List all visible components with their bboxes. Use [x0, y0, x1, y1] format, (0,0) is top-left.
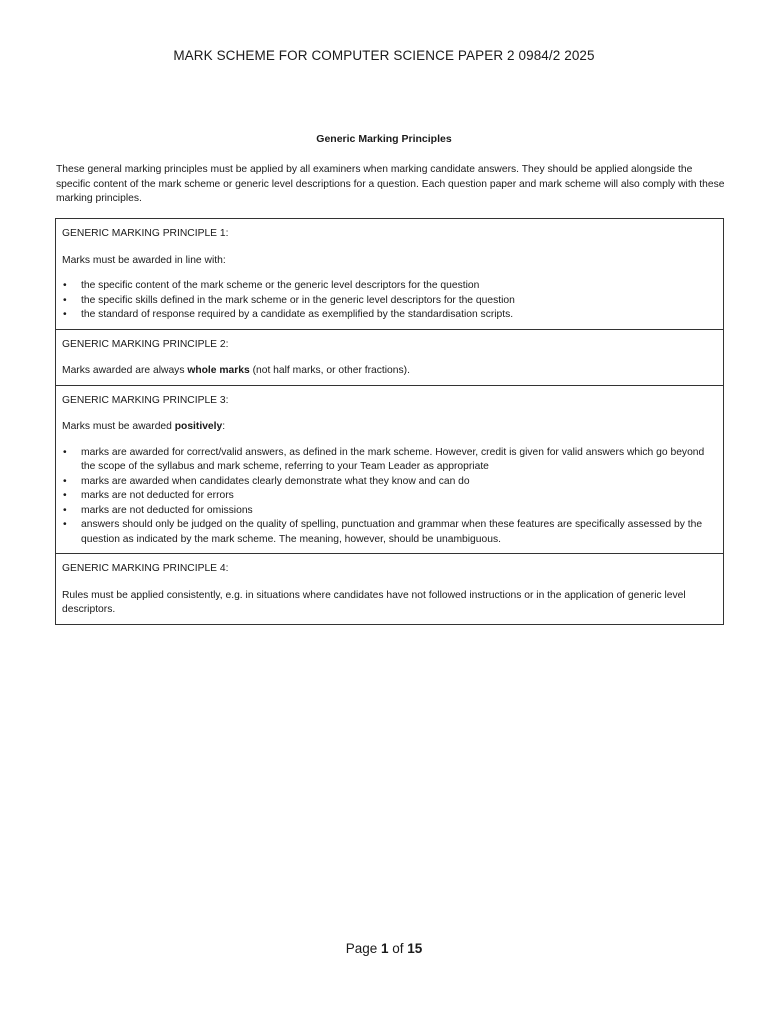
- page-number-prefix: Page: [345, 941, 381, 956]
- principle-3-lead-suffix: :: [222, 421, 226, 432]
- principle-2-lead-suffix: (not half marks, or other fractions).: [249, 365, 410, 376]
- principle-2-lead-emphasis: whole marks: [187, 365, 250, 376]
- principle-3-lead-emphasis: positively: [174, 421, 223, 432]
- list-item: • answers should only be judged on the quality of spelling, punctuation and grammar when these features are specifically assessed by the question as indicated by the mark scheme. The meaning, however, should be unambiguous.: [62, 518, 717, 547]
- principle-1-lead: Marks must be awarded in line with:: [62, 254, 226, 266]
- principle-3-lead: [62, 420, 717, 435]
- principle-3-box: [56, 385, 723, 554]
- principle-3-list: [62, 446, 717, 548]
- list-item: • marks are not deducted for omissions: [62, 504, 717, 519]
- principle-4-heading: GENERIC MARKING PRINCIPLE 4:: [62, 563, 229, 574]
- principle-3-heading: GENERIC MARKING PRINCIPLE 3:: [62, 394, 229, 406]
- list-item: • marks are awarded for correct/valid answers, as defined in the mark scheme. However, credit is given for valid answers which go beyond the scope of the syllabus and mark scheme, referring to your Team Leader as appropriate: [62, 446, 717, 475]
- page-number-total: 15: [407, 941, 423, 956]
- intro-paragraph: These general marking principles must be applied by all examiners when marking candidate answers. They should be applied alongside the specific content of the mark scheme or generic level descriptions for a question. Each question paper and mark scheme will also comply with these marking principles.: [56, 164, 725, 204]
- page-number: [0, 941, 768, 956]
- principles-table: [55, 218, 724, 625]
- principle-3-lead-text: Marks must be awarded: [62, 421, 175, 432]
- principle-4-lead: Rules must be applied consistently, e.g. in situations where candidates have not followed instructions or in the application of generic level descriptors.: [62, 589, 686, 615]
- list-item: • the specific skills defined in the mark scheme or in the generic level descriptors for the question: [62, 294, 717, 309]
- list-item: • the standard of response required by a candidate as exemplified by the standardisation scripts.: [62, 308, 717, 323]
- principle-2-heading: GENERIC MARKING PRINCIPLE 2:: [62, 338, 229, 350]
- principle-1-list: [62, 279, 717, 323]
- page-number-middle: of: [388, 941, 408, 956]
- principle-4-box: [56, 553, 723, 624]
- principle-2-box: [56, 329, 723, 385]
- list-item: • marks are awarded when candidates clearly demonstrate what they know and can do: [62, 475, 717, 490]
- list-item: • the specific content of the mark scheme or the generic level descriptors for the question: [62, 279, 717, 294]
- page-number-current: 1: [380, 941, 389, 956]
- section-title: Generic Marking Principles: [316, 133, 452, 145]
- principle-1-box: [56, 219, 723, 329]
- principle-2-lead: [62, 364, 717, 379]
- page-header: MARK SCHEME FOR COMPUTER SCIENCE PAPER 2 0984/2 2025: [173, 48, 595, 63]
- principle-1-heading: GENERIC MARKING PRINCIPLE 1:: [62, 228, 229, 239]
- principle-2-lead-text: Marks awarded are always: [62, 365, 188, 376]
- list-item: • marks are not deducted for errors: [62, 489, 717, 504]
